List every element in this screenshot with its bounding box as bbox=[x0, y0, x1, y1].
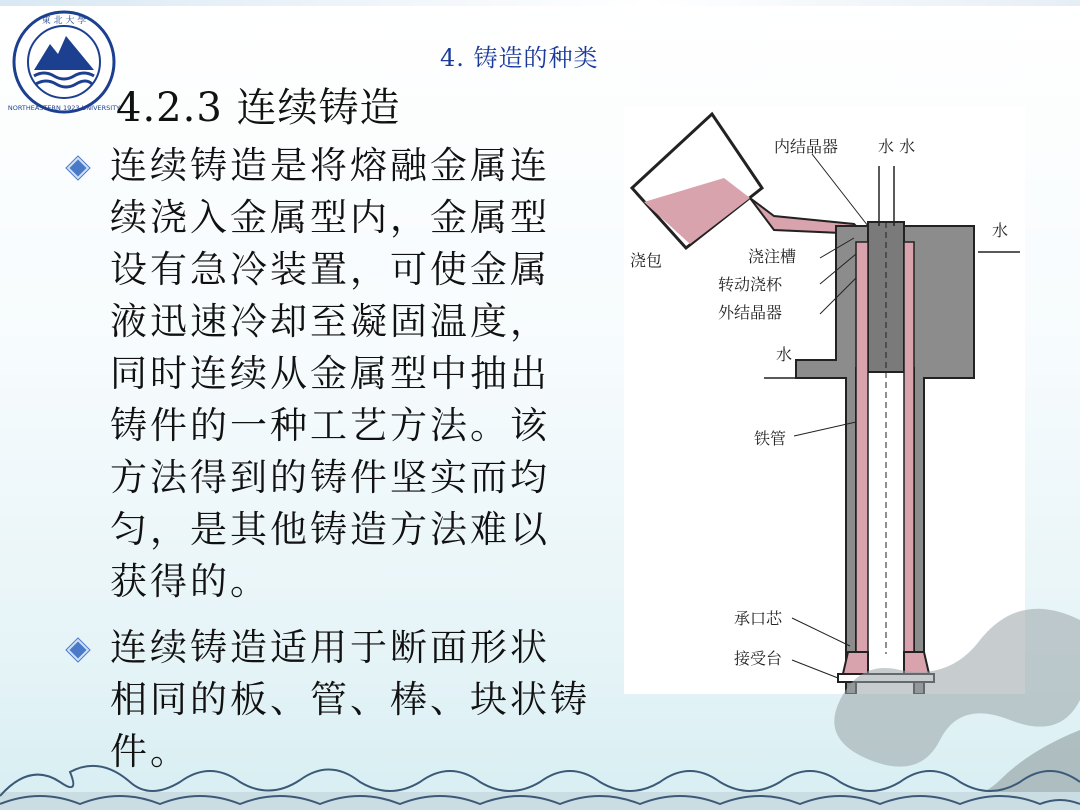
label-rotating-cup: 转动浇杯 bbox=[718, 275, 783, 294]
bullet-line: 相同的板、管、棒、块状铸 bbox=[110, 678, 590, 721]
slide-title: 4.2.3 连续铸造 bbox=[116, 85, 401, 131]
svg-text:NORTHEASTERN 1923 UNIVERSITY: NORTHEASTERN 1923 UNIVERSITY bbox=[8, 104, 120, 112]
label-receiving-table: 接受台 bbox=[734, 649, 783, 668]
bullet-line: 同时连续从金属型中抽出 bbox=[110, 352, 550, 395]
bullet-list bbox=[58, 140, 618, 792]
bullet-text bbox=[110, 140, 618, 608]
label-pouring-trough: 浇注槽 bbox=[748, 247, 797, 266]
diamond-bullet-icon bbox=[67, 639, 90, 662]
bullet-line: 液迅速冷却至凝固温度， bbox=[110, 300, 550, 343]
wave-border-decoration bbox=[0, 752, 1080, 810]
bullet-line: 铸件的一种工艺方法。该 bbox=[110, 404, 550, 447]
university-logo bbox=[8, 6, 120, 118]
label-water-left: 水 bbox=[776, 345, 793, 364]
label-water-top: 水 水 bbox=[878, 137, 916, 156]
bullet-line: 方法得到的铸件坚实而均 bbox=[110, 456, 550, 499]
ladle-shape bbox=[632, 114, 864, 248]
label-inner-mold: 内结晶器 bbox=[774, 137, 839, 156]
label-outer-mold: 外结晶器 bbox=[718, 303, 783, 322]
bullet-line: 设有急冷装置，可使金属 bbox=[110, 248, 550, 291]
diamond-bullet-icon bbox=[67, 157, 90, 180]
bullet-item bbox=[58, 140, 618, 608]
section-header: 4. 铸造的种类 bbox=[440, 44, 599, 72]
bullet-line: 件。 bbox=[110, 730, 190, 773]
bullet-line: 连续铸造是将熔融金属连 bbox=[110, 144, 550, 187]
bullet-line: 获得的。 bbox=[110, 560, 270, 603]
bullet-line: 连续铸造适用于断面形状 bbox=[110, 626, 550, 669]
svg-text:東 北 大 學: 東 北 大 學 bbox=[41, 16, 87, 26]
bullet-line: 匀，是其他铸造方法难以 bbox=[110, 508, 550, 551]
label-ladle: 浇包 bbox=[630, 251, 663, 270]
label-socket-core: 承口芯 bbox=[734, 609, 783, 628]
top-band bbox=[0, 0, 1080, 6]
label-iron-pipe: 铁管 bbox=[754, 429, 787, 448]
bullet-line: 续浇入金属型内，金属型 bbox=[110, 196, 550, 239]
label-water-right: 水 bbox=[992, 221, 1009, 240]
